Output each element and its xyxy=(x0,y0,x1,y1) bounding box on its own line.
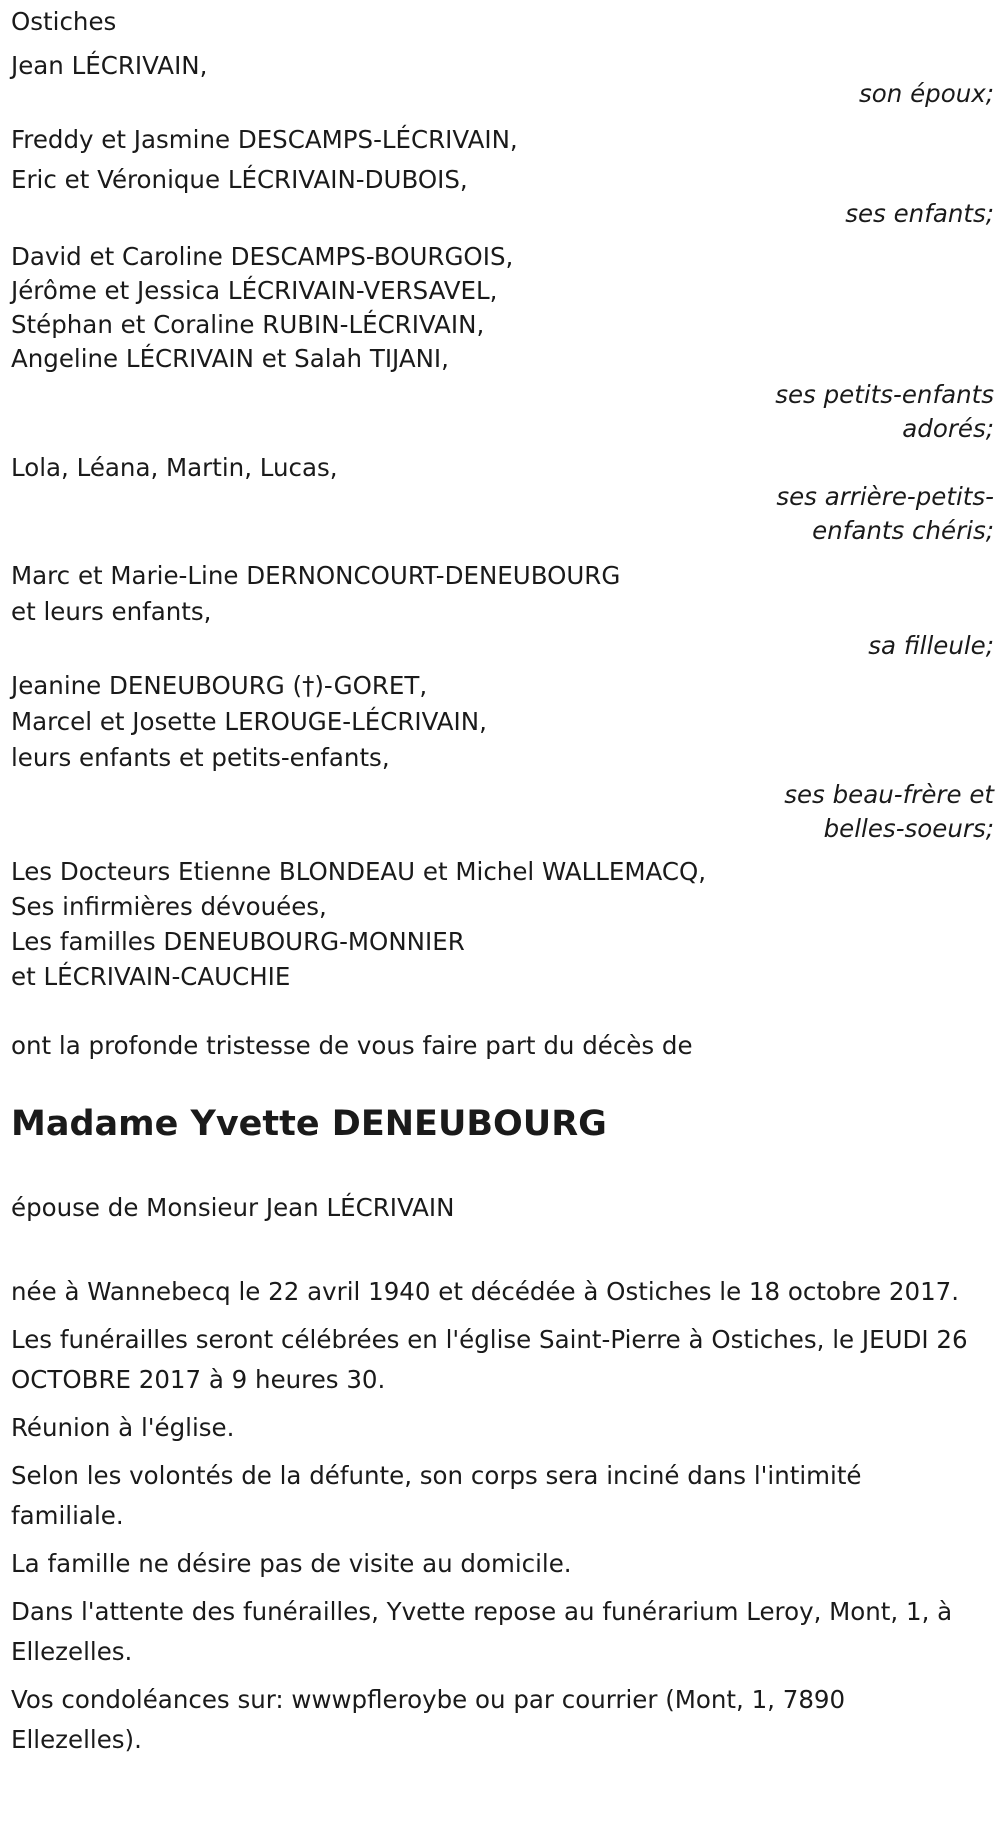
details-paragraph: Vos condoléances sur: wwwpfleroybe ou par courrier (Mont, 1, 7890 Ellezelles). xyxy=(11,1685,846,1754)
great-grandchildren-relation: enfants chéris; xyxy=(812,516,994,545)
in-law-name: Marcel et Josette LEROUGE-LÉCRIVAIN, xyxy=(11,707,487,736)
in-laws-relation: belles-soeurs; xyxy=(823,814,994,843)
in-law-name: Jeanine DENEUBOURG (†)-GORET, xyxy=(11,671,428,700)
grandchild-name: David et Caroline DESCAMPS-BOURGOIS, xyxy=(11,242,514,271)
deceased-spouse-line: épouse de Monsieur Jean LÉCRIVAIN xyxy=(11,1193,455,1222)
goddaughter-block xyxy=(11,558,1000,666)
details-paragraph: Réunion à l'église. xyxy=(11,1413,235,1442)
details-paragraph: Selon les volontés de la défunte, son corps sera inciné dans l'intimité familiale. xyxy=(11,1461,862,1530)
grandchild-name: Stéphan et Coraline RUBIN-LÉCRIVAIN, xyxy=(11,310,485,339)
grandchildren-relation: adorés; xyxy=(902,414,994,443)
goddaughter-name: Marc et Marie-Line DERNONCOURT-DENEUBOURG xyxy=(11,561,621,590)
other-name: Les Docteurs Etienne BLONDEAU et Michel WALLEMACQ, xyxy=(11,857,707,886)
details-paragraph: née à Wannebecq le 22 avril 1940 et décédée à Ostiches le 18 octobre 2017. xyxy=(11,1277,960,1306)
children-relation: ses enfants; xyxy=(845,199,994,228)
grandchild-name: Angeline LÉCRIVAIN et Salah TIJANI, xyxy=(11,344,449,373)
goddaughter-relation: sa filleule; xyxy=(868,631,994,660)
announcement-text: ont la profonde tristesse de vous faire part du décès de xyxy=(11,1031,693,1060)
others-block xyxy=(11,854,1000,994)
spouse-relation: son époux; xyxy=(859,79,994,108)
place-line: Ostiches xyxy=(11,7,117,36)
other-name: Ses infirmières dévouées, xyxy=(11,892,327,921)
grandchildren-block xyxy=(11,240,1000,446)
grandchild-name: Jérôme et Jessica LÉCRIVAIN-VERSAVEL, xyxy=(11,276,498,305)
great-grandchildren-block xyxy=(11,448,1000,548)
spouse-block xyxy=(11,46,1000,114)
in-laws-block xyxy=(11,668,1000,846)
child-name: Eric et Véronique LÉCRIVAIN-DUBOIS, xyxy=(11,165,468,194)
goddaughter-name: et leurs enfants, xyxy=(11,597,212,626)
spouse-name: Jean LÉCRIVAIN, xyxy=(11,51,208,80)
children-block xyxy=(11,120,1000,234)
in-laws-relation: ses beau-frère et xyxy=(784,780,994,809)
details-paragraph: Les funérailles seront célébrées en l'église Saint-Pierre à Ostiches, le JEUDI 26 OCTOBRE 2017 à 9 heures 30. xyxy=(11,1325,968,1394)
other-name: et LÉCRIVAIN-CAUCHIE xyxy=(11,962,291,991)
great-grandchildren-relation: ses arrière-petits- xyxy=(776,482,994,511)
grandchildren-relation: ses petits-enfants xyxy=(775,380,994,409)
other-name: Les familles DENEUBOURG-MONNIER xyxy=(11,927,465,956)
details-block xyxy=(11,1272,1000,1760)
obituary-page xyxy=(0,2,1000,1835)
great-grandchild-names: Lola, Léana, Martin, Lucas, xyxy=(11,453,338,482)
deceased-name: Madame Yvette DENEUBOURG xyxy=(11,1104,607,1144)
in-law-name: leurs enfants et petits-enfants, xyxy=(11,743,390,772)
details-paragraph: La famille ne désire pas de visite au domicile. xyxy=(11,1549,572,1578)
child-name: Freddy et Jasmine DESCAMPS-LÉCRIVAIN, xyxy=(11,125,518,154)
details-paragraph: Dans l'attente des funérailles, Yvette repose au funérarium Leroy, Mont, 1, à Ellezelles. xyxy=(11,1597,953,1666)
